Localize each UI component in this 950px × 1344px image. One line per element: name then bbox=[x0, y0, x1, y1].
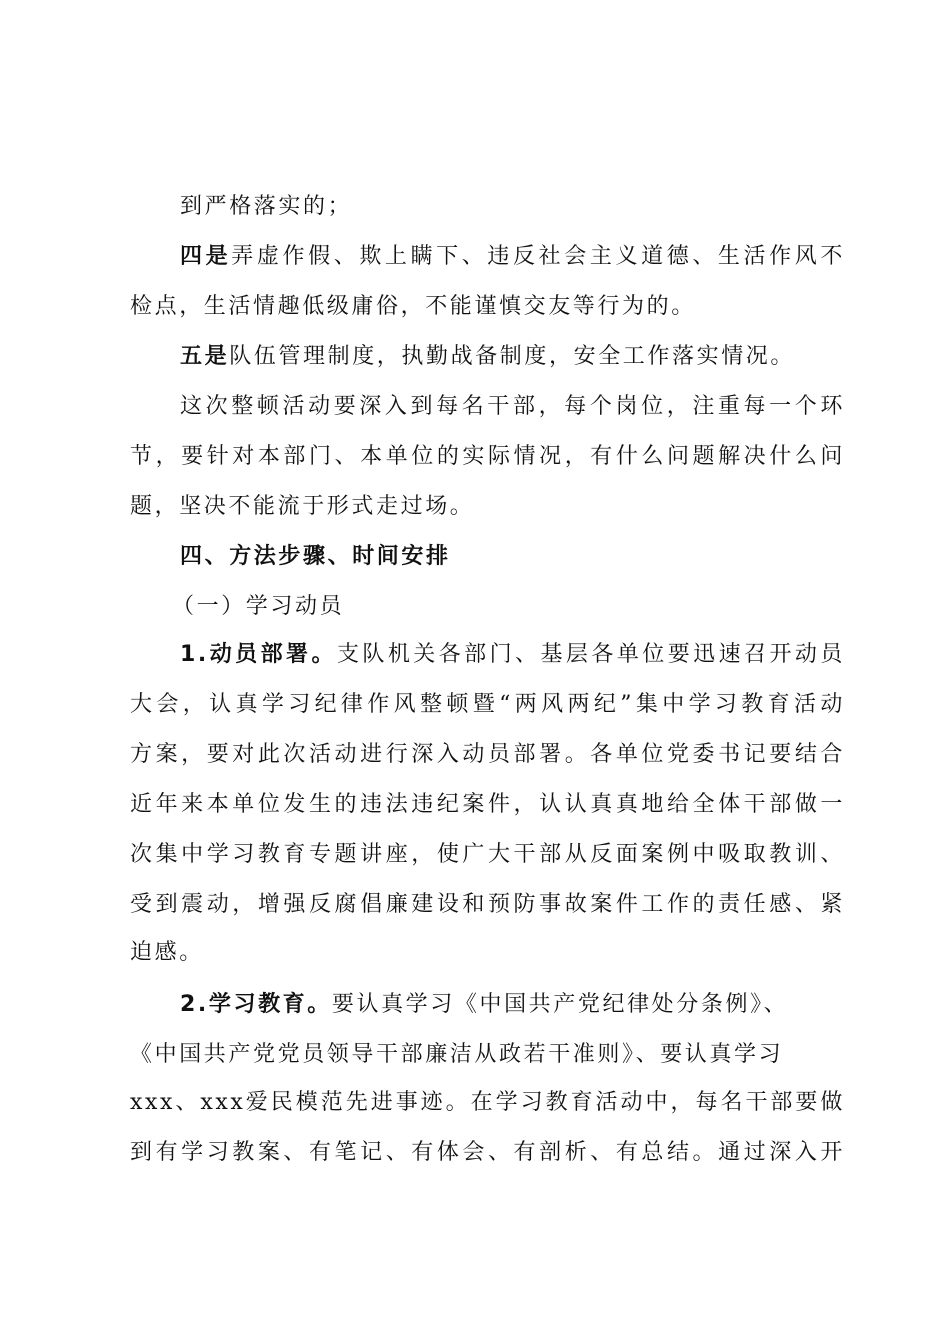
line-text: 要认真学习《中国共产党纪律处分条例》、 bbox=[331, 992, 789, 1017]
paragraph-line bbox=[130, 684, 845, 726]
paragraph-line bbox=[180, 236, 845, 278]
paragraph-line bbox=[180, 634, 845, 676]
paragraph-line bbox=[180, 186, 845, 228]
paragraph-line bbox=[130, 784, 845, 826]
line-text: 受到震动，增强反腐倡廉建设和预防事故案件工作的责任感、紧 bbox=[130, 892, 845, 917]
line-text: 到有学习教案、有笔记、有体会、有剖析、有总结。通过深入开 bbox=[130, 1140, 845, 1165]
heading-text: 四、方法步骤、时间安排 bbox=[180, 544, 451, 569]
paragraph-line bbox=[130, 932, 845, 974]
section-heading bbox=[180, 536, 845, 578]
line-text: 迫感。 bbox=[130, 940, 204, 965]
paragraph-line bbox=[130, 834, 845, 876]
paragraph-line bbox=[130, 1132, 845, 1174]
paragraph-line bbox=[130, 1034, 845, 1076]
paragraph-line bbox=[180, 984, 845, 1026]
line-text: 节，要针对本部门、本单位的实际情况，有什么问题解决什么问 bbox=[130, 444, 845, 469]
line-text: 队伍管理制度，执勤战备制度，安全工作落实情况。 bbox=[229, 344, 796, 369]
line-text: 支队机关各部门、基层各单位要迅速召开动员 bbox=[336, 642, 845, 667]
paragraph-line bbox=[130, 286, 845, 328]
paragraph-line bbox=[130, 486, 845, 528]
line-text: 《中国共产党党员领导干部廉洁从政若干准则》、要认真学习 bbox=[130, 1042, 784, 1067]
line-text: xxx、xxx爱民模范先进事迹。在学习教育活动中，每名干部要做 bbox=[130, 1090, 845, 1115]
item-lead: 1.动员部署。 bbox=[180, 642, 337, 667]
line-text: 次集中学习教育专题讲座，使广大干部从反面案例中吸取教训、 bbox=[130, 842, 845, 867]
item-lead: 四是 bbox=[180, 244, 232, 269]
line-text: 近年来本单位发生的违法违纪案件，认认真真地给全体干部做一 bbox=[130, 792, 845, 817]
line-text: 题，坚决不能流于形式走过场。 bbox=[130, 494, 475, 519]
item-lead: 五是 bbox=[180, 344, 230, 369]
paragraph-line bbox=[130, 1082, 845, 1124]
paragraph-line bbox=[180, 386, 845, 428]
line-text: 检点，生活情趣低级庸俗，不能谨慎交友等行为的。 bbox=[130, 294, 696, 319]
line-text: 弄虚作假、欺上瞒下、违反社会主义道德、生活作风不 bbox=[231, 244, 845, 269]
paragraph-line bbox=[180, 336, 845, 378]
line-text: 大会，认真学习纪律作风整顿暨“两风两纪”集中学习教育活动 bbox=[130, 692, 845, 717]
paragraph-line bbox=[130, 436, 845, 478]
line-text: 到严格落实的； bbox=[180, 194, 353, 219]
item-lead: 2.学习教育。 bbox=[180, 992, 332, 1017]
line-text: 这次整顿活动要深入到每名干部，每个岗位，注重每一个环 bbox=[180, 394, 845, 419]
line-text: 方案，要对此次活动进行深入动员部署。各单位党委书记要结合 bbox=[130, 742, 845, 767]
paragraph-line bbox=[130, 734, 845, 776]
heading-text: （一）学习动员 bbox=[172, 594, 345, 619]
paragraph-line bbox=[130, 884, 845, 926]
subsection-heading bbox=[172, 586, 845, 628]
